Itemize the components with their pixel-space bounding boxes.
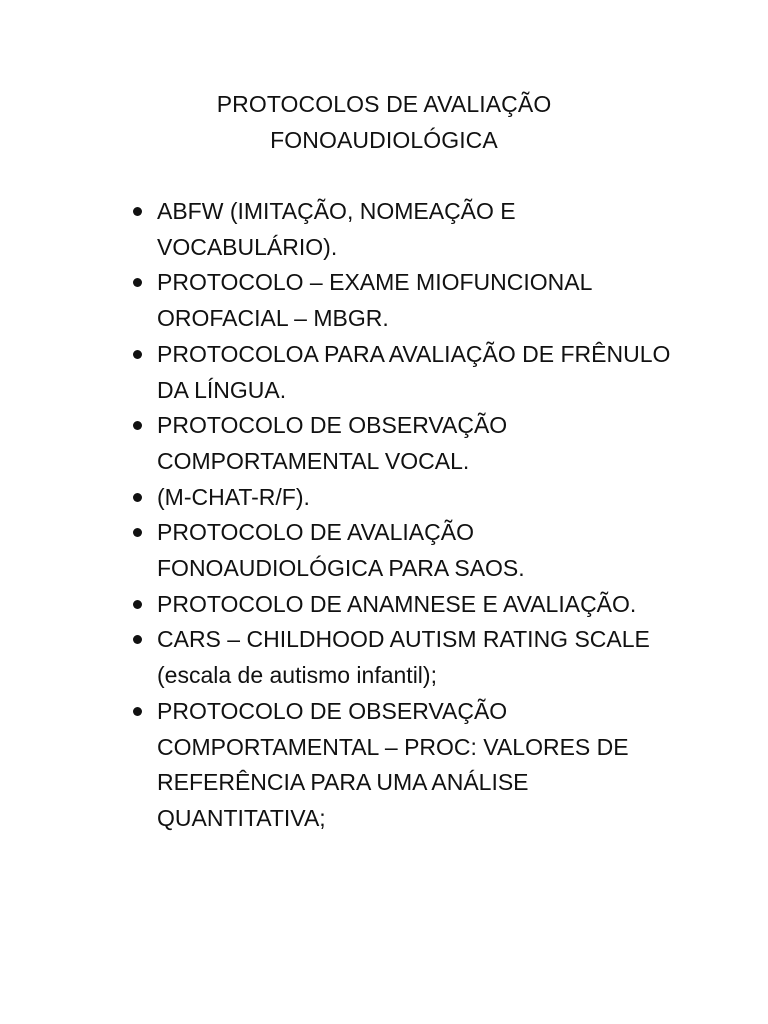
bullet-icon <box>133 600 142 609</box>
bullet-icon <box>133 635 142 644</box>
bullet-icon <box>133 493 142 502</box>
list-item-text: PROTOCOLOA PARA AVALIAÇÃO DE FRÊNULO DA LÍNGUA. <box>157 340 671 403</box>
list-item <box>130 194 690 265</box>
list-item <box>130 694 690 837</box>
list-item-text: ABFW (IMITAÇÃO, NOMEAÇÃO E VOCABULÁRIO). <box>157 198 516 260</box>
list-item <box>130 587 690 623</box>
protocol-list <box>130 194 690 837</box>
list-item <box>130 265 690 336</box>
list-item-text: (M-CHAT-R/F). <box>157 483 310 510</box>
bullet-icon <box>133 707 142 716</box>
list-item <box>130 480 690 516</box>
list-item-text: PROTOCOLO DE OBSERVAÇÃO COMPORTAMENTAL VOCAL. <box>157 412 508 474</box>
list-item-text: PROTOCOLO – EXAME MIOFUNCIONAL OROFACIAL – MBGR. <box>157 269 592 332</box>
title-line-2: FONOAUDIOLÓGICA <box>270 127 498 153</box>
document-title <box>0 86 768 158</box>
bullet-icon <box>133 421 142 430</box>
list-item-text: CARS – CHILDHOOD AUTISM RATING SCALE (escala de autismo infantil); <box>157 626 650 689</box>
list-item <box>130 515 690 586</box>
list-item-text: PROTOCOLO DE OBSERVAÇÃO COMPORTAMENTAL – PROC: VALORES DE REFERÊNCIA PARA UMA ANÁLISE QUANTITATIVA; <box>157 697 629 831</box>
bullet-icon <box>133 528 142 537</box>
list-item <box>130 337 690 408</box>
bullet-icon <box>133 278 142 287</box>
list-item <box>130 408 690 479</box>
list-item-text: PROTOCOLO DE AVALIAÇÃO FONOAUDIOLÓGICA PARA SAOS. <box>157 519 525 582</box>
bullet-icon <box>133 350 142 359</box>
list-item <box>130 622 690 693</box>
list-item-text: PROTOCOLO DE ANAMNESE E AVALIAÇÃO. <box>157 590 637 617</box>
title-line-1: PROTOCOLOS DE AVALIAÇÃO <box>216 91 552 117</box>
bullet-icon <box>133 207 142 216</box>
